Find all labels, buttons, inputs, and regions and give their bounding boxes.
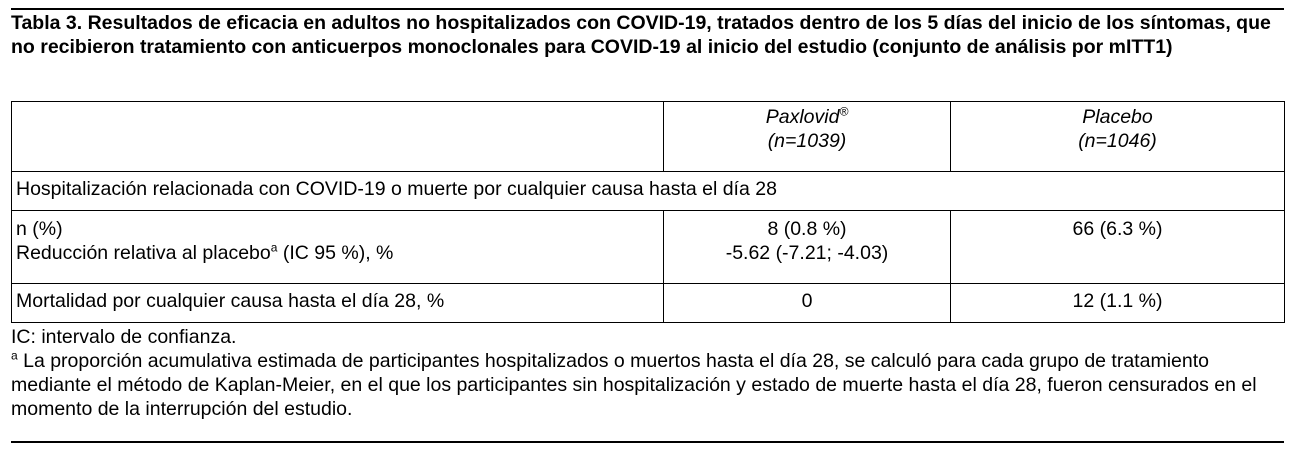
- row1-label-ci: (IC 95 %), %: [277, 242, 394, 264]
- footnote-a-mark: a: [11, 348, 18, 363]
- footnotes: [11, 325, 1284, 421]
- row1-paxlovid: [664, 211, 951, 284]
- table-header-row: [12, 102, 1285, 172]
- row2-paxlovid: 0: [664, 284, 951, 323]
- row1-label: [12, 211, 664, 284]
- row1-label-line1: n (%): [16, 218, 63, 240]
- table-row: [12, 172, 1285, 211]
- registered-mark: ®: [839, 104, 849, 119]
- placebo-name: Placebo: [1082, 106, 1153, 128]
- table-title: Tabla 3. Resultados de eficacia en adultos no hospitalizados con COVID-19, tratados dentro de los 5 días del inicio de los síntomas, que no recibieron tratamiento con anticuerpos monoclonales para COVID-19 al inicio del estudio (conjunto de análisis por mITT1): [11, 12, 1271, 58]
- header-placebo: [951, 102, 1285, 172]
- footnote-ic: IC: intervalo de confianza.: [11, 326, 237, 348]
- table-row: [12, 211, 1285, 284]
- table-row: [12, 284, 1285, 323]
- paxlovid-name: Paxlovid: [765, 106, 840, 128]
- row1-placebo: [951, 211, 1285, 284]
- row2-label: Mortalidad por cualquier causa hasta el día 28, %: [12, 284, 664, 323]
- footnote-a-text: La proporción acumulativa estimada de participantes hospitalizados o muertos hasta el día 28, se calculó para cada grupo de tratamiento mediante el método de Kaplan-Meier, en el que los participantes sin hospitalización y estado de muerte hasta el día 28, fueron censurados en el momento de la interrupción del estudio.: [11, 350, 1257, 420]
- row1-paxlovid-reduction: -5.62 (-7.21; -4.03): [725, 242, 889, 264]
- row1-label-line2: [16, 242, 393, 264]
- placebo-n: (n=1046): [1078, 130, 1157, 152]
- header-paxlovid: [664, 102, 951, 172]
- row1-label-text: Reducción relativa al placebo: [16, 242, 271, 264]
- paxlovid-n: (n=1039): [767, 130, 847, 152]
- footnote-a-ref: a: [270, 240, 278, 255]
- footnote-a: [11, 349, 1284, 421]
- row1-placebo-n: 66 (6.3 %): [1072, 218, 1163, 240]
- top-rule: [11, 8, 1284, 10]
- efficacy-table: [11, 101, 1285, 323]
- row1-paxlovid-n: 8 (0.8 %): [767, 218, 847, 240]
- row2-placebo: 12 (1.1 %): [951, 284, 1285, 323]
- header-empty-cell: [12, 102, 664, 172]
- bottom-rule: [11, 441, 1284, 443]
- section-label: Hospitalización relacionada con COVID-19 o muerte por cualquier causa hasta el día 28: [12, 172, 1285, 211]
